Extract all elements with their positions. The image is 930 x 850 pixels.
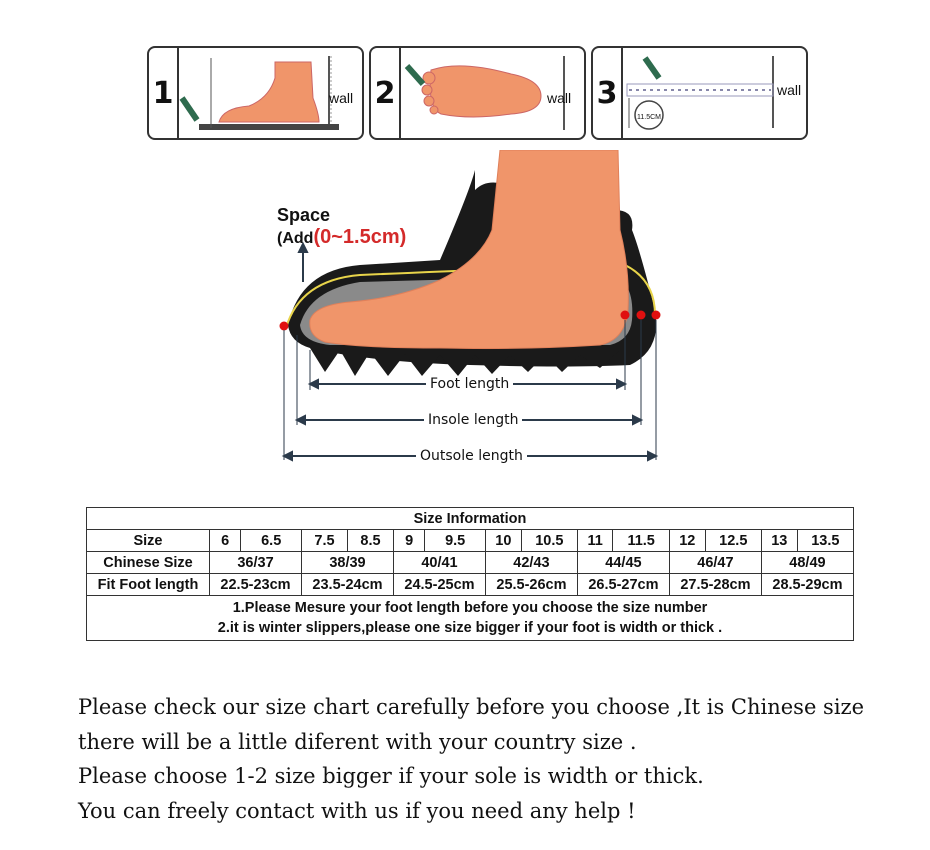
size-cell: 9.5 (425, 530, 486, 552)
fit-length-cell: 28.5-29cm (761, 574, 853, 596)
row-label-chinese: Chinese Size (87, 552, 210, 574)
space-add-value: (0~1.5cm) (313, 226, 407, 248)
chinese-size-cell: 40/41 (393, 552, 485, 574)
size-row (87, 530, 854, 552)
size-cell: 12 (669, 530, 705, 552)
advice-line: You can freely contact with us if you need any help ! (78, 798, 636, 823)
advice-line: Please check our size chart carefully before you choose ,It is Chinese size (78, 695, 865, 719)
space-add-prefix: (Add (277, 230, 314, 247)
row-label-size: Size (87, 530, 210, 552)
size-cell: 12.5 (705, 530, 761, 552)
size-cell: 11.5 (613, 530, 670, 552)
step-number: 1 (149, 48, 179, 138)
size-cell: 6 (210, 530, 241, 552)
chinese-size-cell: 44/45 (577, 552, 669, 574)
fit-length-cell: 26.5-27cm (577, 574, 669, 596)
advice-line: there will be a little diferent with your country size . (78, 729, 637, 754)
row-label-fit: Fit Foot length (87, 574, 210, 596)
size-cell: 9 (393, 530, 424, 552)
space-add-label (277, 226, 406, 249)
step-panel-3 (591, 46, 808, 140)
space-title: Space (277, 205, 331, 225)
chinese-size-cell: 48/49 (761, 552, 853, 574)
advice-line: Please choose 1-2 size bigger if your sole is width or thick. (78, 764, 704, 788)
size-cell: 10 (485, 530, 521, 552)
size-cell: 13.5 (797, 530, 853, 552)
foot-length-label: Foot length (426, 376, 513, 392)
size-table-title: Size Information (87, 508, 854, 530)
chinese-size-row (87, 552, 854, 574)
step-number: 3 (593, 48, 623, 138)
size-note: 1.Please Mesure your foot length before you choose the size number (232, 600, 708, 616)
size-notes (87, 596, 854, 641)
fit-length-cell: 23.5-24cm (301, 574, 393, 596)
measure-circle-label: 11.5CM (637, 114, 661, 121)
chinese-size-cell: 36/37 (210, 552, 302, 574)
fit-length-cell: 27.5-28cm (669, 574, 761, 596)
outsole-length-label: Outsole length (416, 448, 527, 464)
step-panel-1 (147, 46, 364, 140)
size-cell: 10.5 (521, 530, 577, 552)
size-cell: 11 (577, 530, 612, 552)
fit-length-cell: 24.5-25cm (393, 574, 485, 596)
size-table (86, 507, 854, 641)
step-number: 2 (371, 48, 401, 138)
chinese-size-cell: 46/47 (669, 552, 761, 574)
size-cell: 13 (761, 530, 797, 552)
fit-length-cell: 22.5-23cm (210, 574, 302, 596)
size-advice-text (78, 690, 864, 828)
chinese-size-cell: 42/43 (485, 552, 577, 574)
wall-label: wall (547, 90, 572, 106)
size-note: 2.it is winter slippers,please one size bigger if your foot is width or thick . (217, 620, 723, 636)
size-cell: 6.5 (241, 530, 302, 552)
step-panel-2 (369, 46, 586, 140)
size-cell: 8.5 (347, 530, 393, 552)
chinese-size-cell: 38/39 (301, 552, 393, 574)
size-cell: 7.5 (301, 530, 347, 552)
wall-label: wall (329, 90, 354, 106)
fit-length-cell: 25.5-26cm (485, 574, 577, 596)
wall-label: wall (777, 82, 802, 98)
insole-length-label: Insole length (424, 412, 522, 428)
fit-length-row (87, 574, 854, 596)
